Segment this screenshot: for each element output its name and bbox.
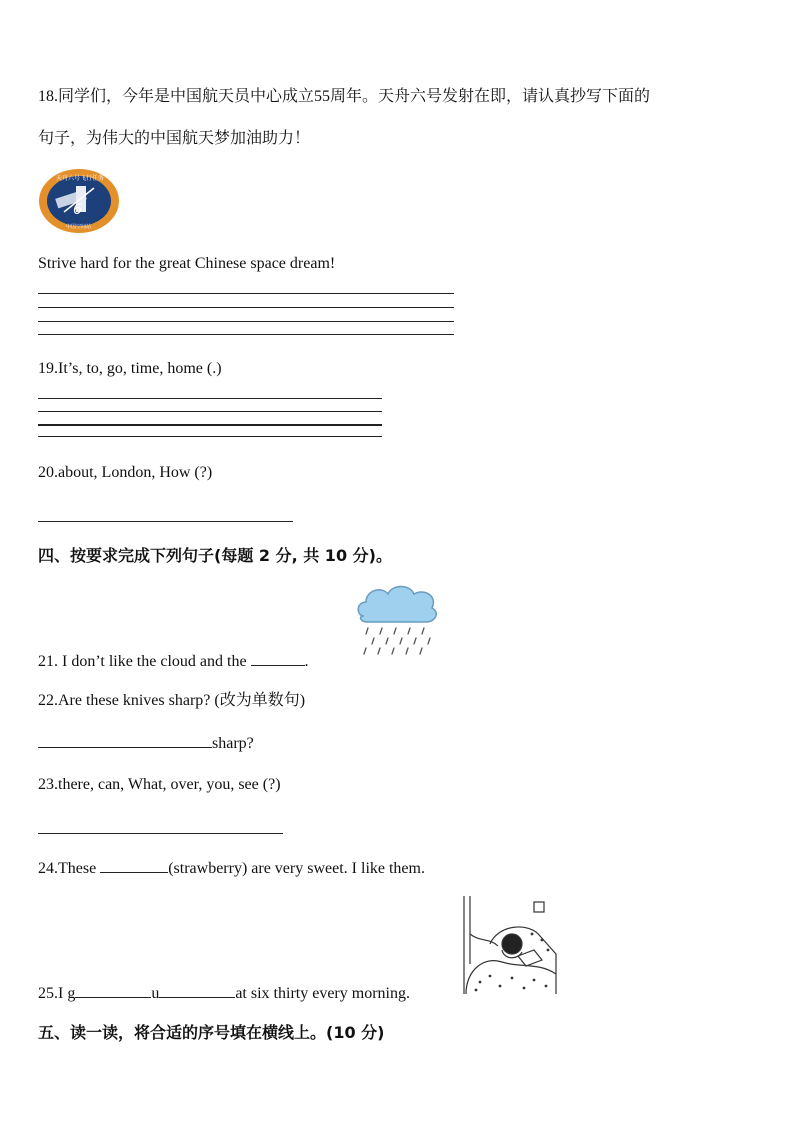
q18-line1: 18.同学们，今年是中国航天员中心成立55周年。天舟六号发射在即，请认真抄写下面的 (38, 88, 651, 105)
writing-line (38, 411, 382, 412)
q25-part2: u (151, 985, 160, 1002)
q25 (38, 983, 410, 1004)
q25-blank-1[interactable] (75, 983, 151, 998)
q22-blank[interactable] (38, 733, 212, 748)
writing-line (38, 321, 454, 322)
q24 (38, 858, 425, 879)
q19-prompt: 19.It’s, to, go, time, home (.) (38, 360, 222, 377)
q25-part3: at six thirty every morning. (235, 985, 410, 1002)
q24-blank[interactable] (100, 858, 168, 873)
q22-answer-suffix: sharp? (212, 735, 254, 752)
writing-line (38, 293, 454, 294)
writing-line (38, 436, 382, 437)
logo-numeral: 6 (73, 202, 82, 218)
q25-part1: 25.I g (38, 985, 76, 1002)
mission-logo (38, 168, 120, 234)
logo-top-text: 天舟六号飞行任务 (56, 175, 105, 182)
q21-after: . (304, 653, 309, 670)
q18-line2: 句子，为伟大的中国航天梦加油助力！ (38, 130, 311, 147)
answer-line (38, 833, 283, 834)
logo-bottom-text: 中国空间站 (66, 224, 92, 230)
q24-after: (strawberry) are very sweet. I like them. (168, 860, 425, 877)
rain-cloud-icon (354, 580, 440, 662)
q22-prompt: 22.Are these knives sharp? (改为单数句) (38, 692, 306, 709)
section5-title: 五、读一读，将合适的序号填在横线上。(10 分) (38, 1023, 385, 1042)
writing-line (38, 334, 454, 335)
answer-line (38, 521, 293, 522)
q18-sentence: Strive hard for the great Chinese space dream! (38, 255, 336, 272)
writing-line (38, 307, 454, 308)
q21 (38, 651, 309, 672)
q20-prompt: 20.about, London, How (?) (38, 464, 213, 481)
q25-blank-2[interactable] (159, 983, 235, 998)
q21-blank[interactable] (251, 651, 305, 666)
q23-prompt: 23.there, can, What, over, you, see (?) (38, 776, 281, 793)
q21-before: 21. I don’t like the cloud and the (38, 653, 251, 670)
section4-title: 四、按要求完成下列句子(每题 2 分, 共 10 分)。 (38, 546, 392, 565)
writing-line (38, 398, 382, 399)
wake-up-picture (460, 894, 560, 996)
q24-before: 24.These (38, 860, 101, 877)
q22-answer (38, 733, 254, 754)
writing-line (38, 424, 382, 426)
